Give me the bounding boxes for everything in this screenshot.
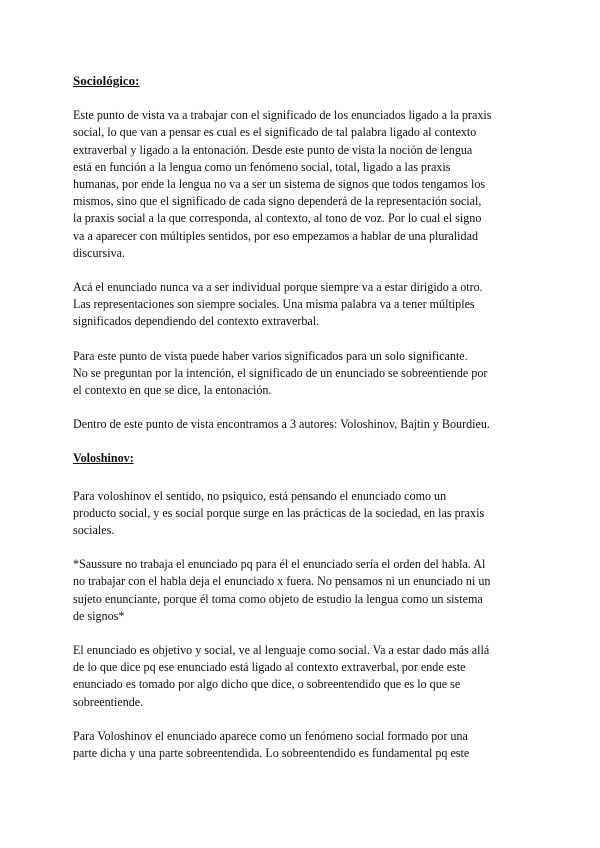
text-line: No se preguntan por la intención, el significado de un enunciado se sobreentiende por bbox=[73, 365, 488, 380]
text-line: Dentro de este punto de vista encontramos a 3 autores: Voloshinov, Bajtin y Bourdieu. bbox=[73, 417, 490, 432]
paragraph-3 bbox=[73, 348, 533, 400]
paragraph-4 bbox=[73, 416, 533, 433]
text-line: discursiva. bbox=[73, 245, 126, 260]
text-line: significados dependiendo del contexto extraverbal. bbox=[73, 314, 320, 329]
text-line: la praxis social a la que corresponda, al contexto, al tono de voz. Por lo cual el signo bbox=[73, 211, 482, 226]
paragraph-7 bbox=[73, 642, 533, 711]
text-line: va a aparecer con múltiples sentidos, por eso empezamos a hablar de una pluralidad bbox=[73, 228, 478, 243]
text-line: el contexto en que se dice, la entonación. bbox=[73, 383, 272, 398]
text-line: Para este punto de vista puede haber varios significados para un solo significante. bbox=[73, 348, 468, 363]
text-line: no trabajar con el habla deja el enunciado x fuera. No pensamos ni un enunciado ni un bbox=[73, 574, 491, 589]
text-line: humanas, por ende la lengua no va a ser un sistema de signos que todos tengamos los bbox=[73, 177, 486, 192]
text-line: El enunciado es objetivo y social, ve al lenguaje como social. Va a estar dado más allá bbox=[73, 643, 490, 658]
text-line: sujeto enunciante, porque él toma como objeto de estudio la lengua como un sistema bbox=[73, 591, 483, 606]
text-line: está en función a la lengua como un fenómeno social, total, ligado a las praxis bbox=[73, 159, 451, 174]
text-line: extraverbal y ligado a la entonación. Desde este punto de vista la noción de lengua bbox=[73, 142, 473, 157]
text-line: sociales. bbox=[73, 523, 115, 538]
paragraph-2 bbox=[73, 279, 533, 331]
paragraph-1 bbox=[73, 107, 533, 262]
text-line: parte dicha y una parte sobreentendida. Lo sobreentendido es fundamental pq este bbox=[73, 746, 470, 761]
text-line: de lo que dice pq ese enunciado está ligado al contexto extraverbal, por ende este bbox=[73, 660, 466, 675]
paragraph-5 bbox=[73, 488, 533, 540]
text-line: Las representaciones son siempre sociales. Una misma palabra va a tener múltiples bbox=[73, 297, 475, 312]
text-line: de signos* bbox=[73, 608, 125, 623]
text-line: social, lo que van a pensar es cual es el significado de tal palabra ligado al contexto bbox=[73, 125, 477, 140]
document-body bbox=[73, 72, 533, 779]
paragraph-8 bbox=[73, 728, 533, 762]
text-line: Este punto de vista va a trabajar con el significado de los enunciados ligado a la praxis bbox=[73, 108, 492, 123]
text-line: sobreentiende. bbox=[73, 694, 144, 709]
section-heading-sociologico: Sociológico: bbox=[73, 73, 140, 88]
text-line: mismos, sino que el significado de cada signo dependerá de la representación social, bbox=[73, 194, 482, 209]
text-line: Acá el enunciado nunca va a ser individual porque siempre va a estar dirigido a otro. bbox=[73, 280, 483, 295]
text-line: enunciado es tomado por algo dicho que dice, o sobreentendido que es lo que se bbox=[73, 677, 461, 692]
text-line: producto social, y es social porque surge en las prácticas de la sociedad, en las praxis bbox=[73, 505, 485, 520]
text-line: Para voloshinov el sentido, no psiquico, está pensando el enunciado como un bbox=[73, 488, 447, 503]
text-line: *Saussure no trabaja el enunciado pq para él el enunciado sería el orden del habla. Al bbox=[73, 557, 486, 572]
paragraph-6 bbox=[73, 556, 533, 625]
section-heading-voloshinov: Voloshinov: bbox=[73, 451, 134, 466]
text-line: Para Voloshinov el enunciado aparece como un fenómeno social formado por una bbox=[73, 728, 468, 743]
